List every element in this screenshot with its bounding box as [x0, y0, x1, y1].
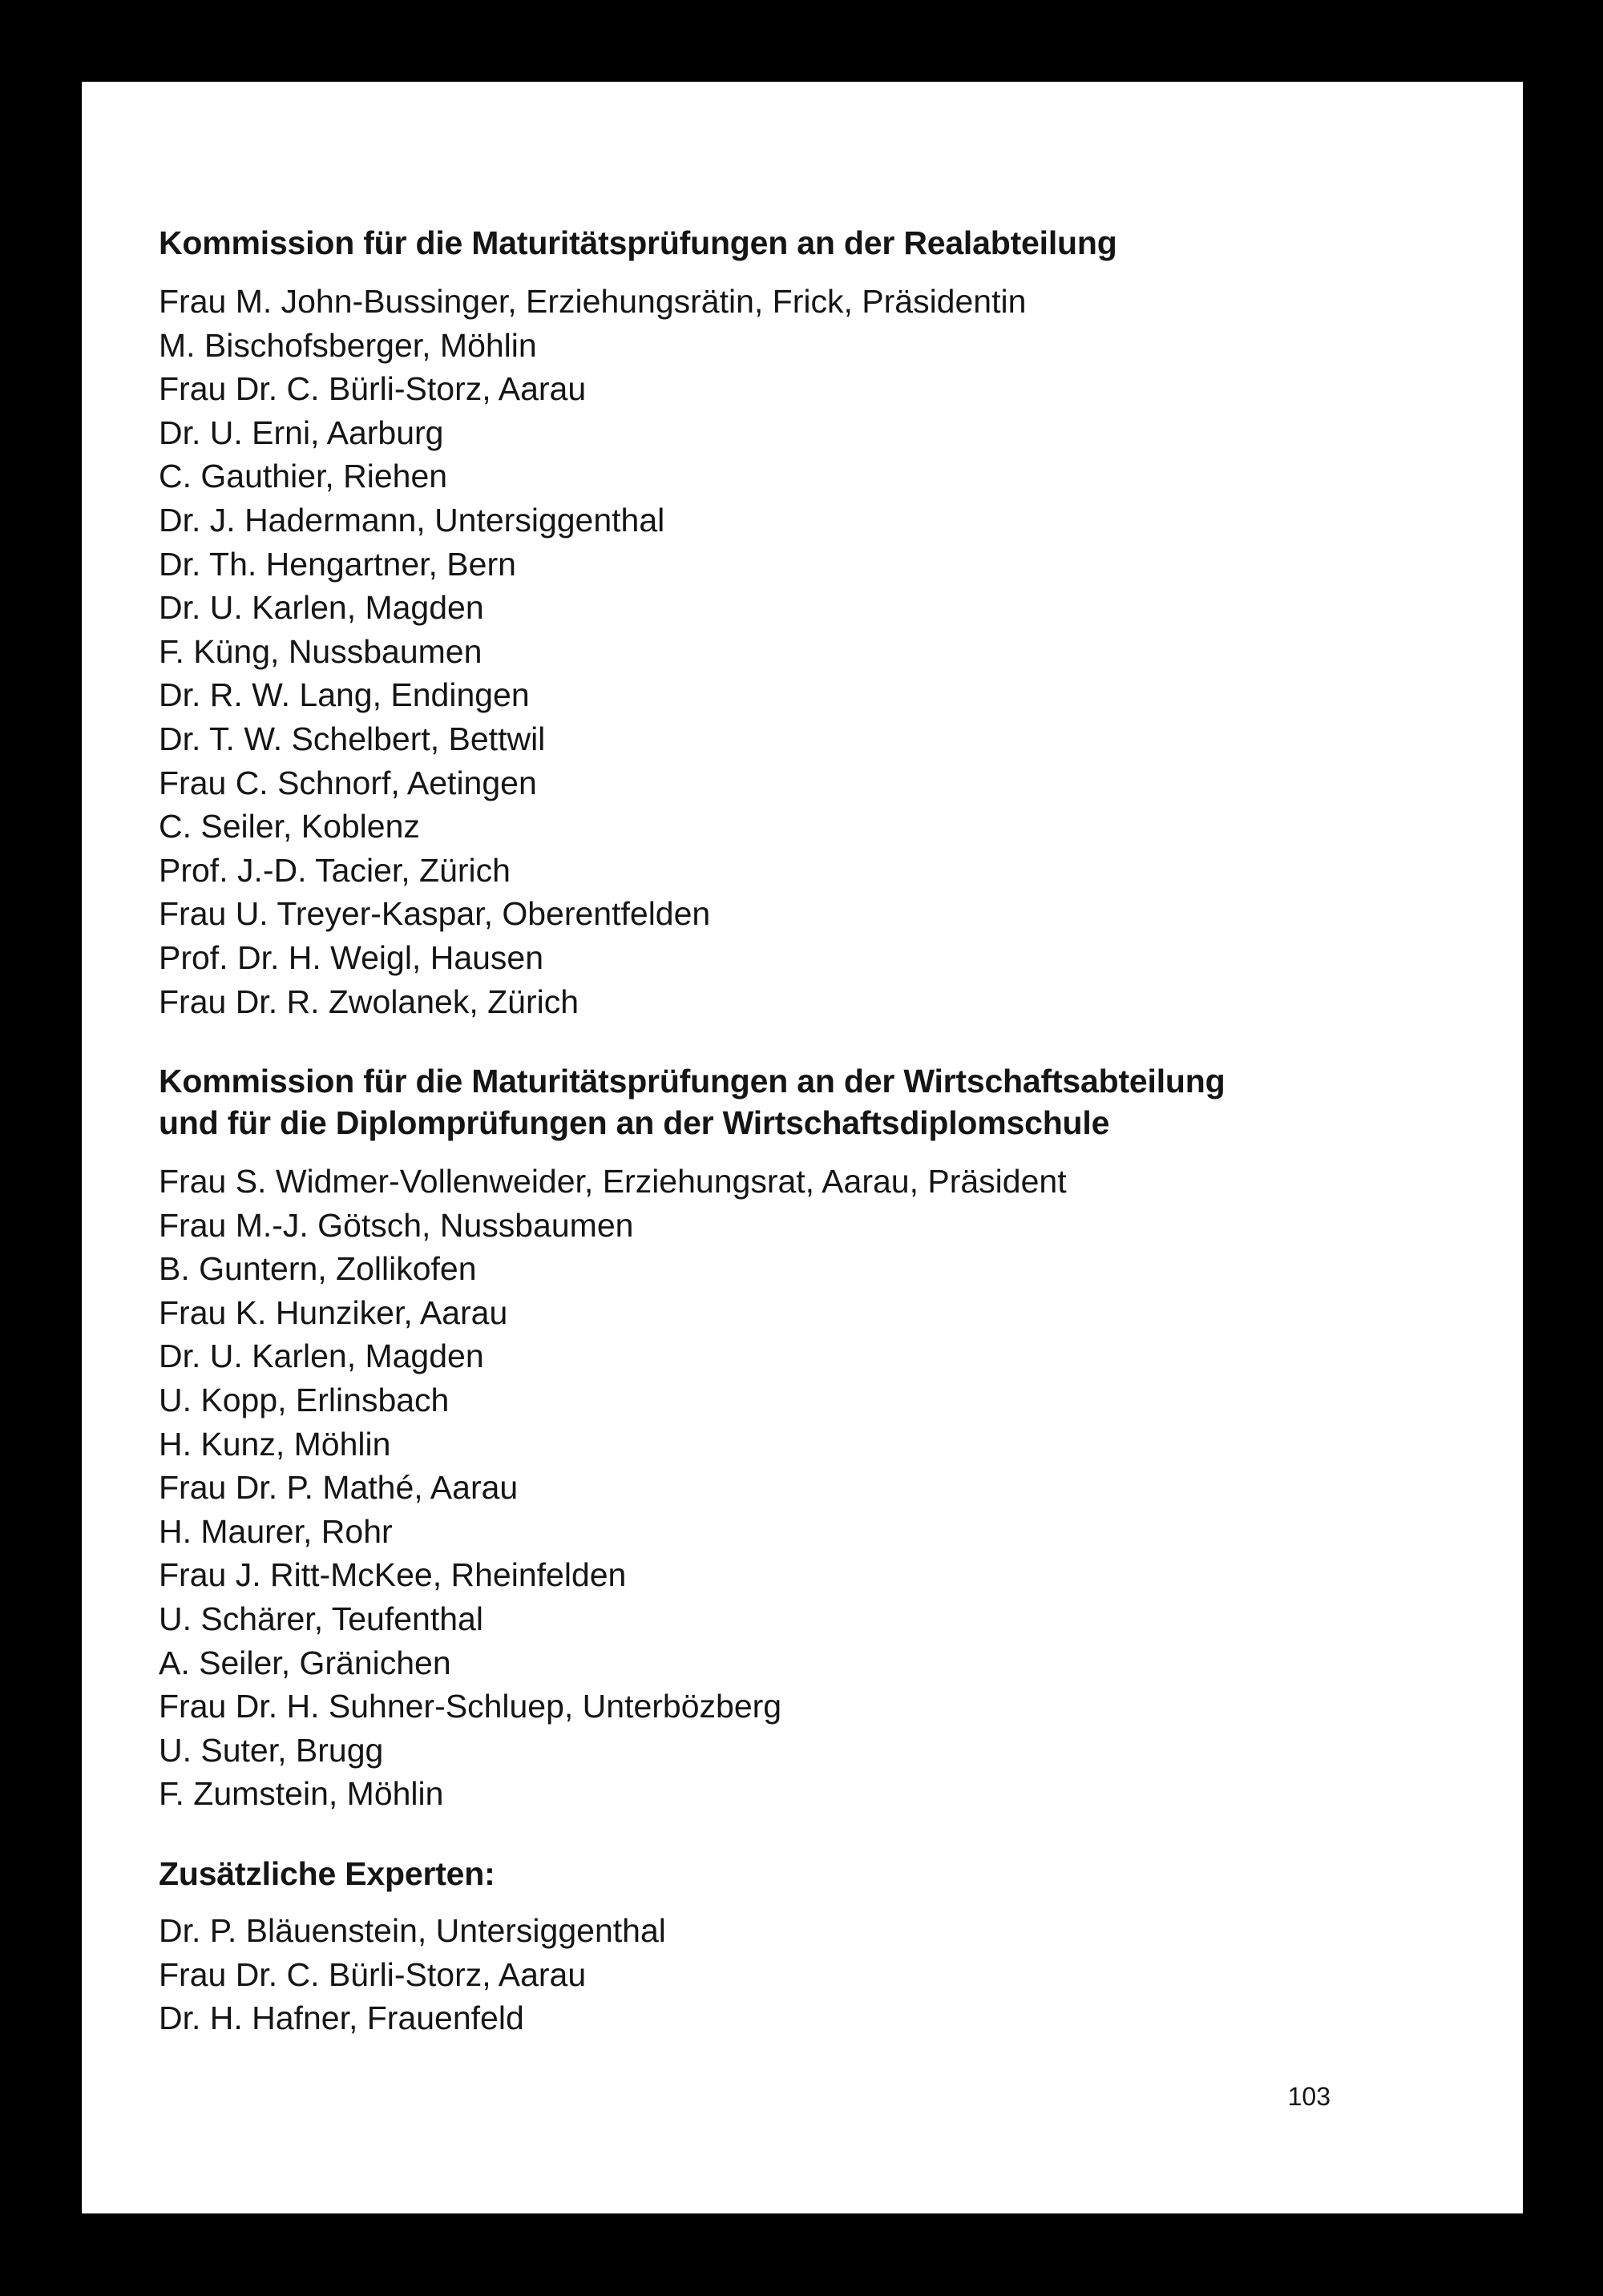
list-item: C. Seiler, Koblenz — [159, 808, 420, 845]
list-item: Dr. J. Hadermann, Untersiggenthal — [159, 501, 665, 539]
list-item: B. Guntern, Zollikofen — [159, 1250, 477, 1288]
section-title-line: Kommission für die Maturitätsprüfungen an der Realabteilung — [159, 224, 1117, 261]
list-item: M. Bischofsberger, Möhlin — [159, 326, 537, 364]
list-item: Frau Dr. C. Bürli-Storz, Aarau — [159, 370, 587, 408]
list-item: Prof. Dr. H. Weigl, Hausen — [159, 938, 544, 976]
list-item: Dr. U. Karlen, Magden — [159, 589, 484, 627]
list-item: Frau J. Ritt-McKee, Rheinfelden — [159, 1556, 627, 1594]
page-number: 103 — [1287, 2082, 1330, 2111]
list-item: Frau Dr. H. Suhner-Schluep, Unterbözberg — [159, 1688, 782, 1725]
list-item: Frau Dr. R. Zwolanek, Zürich — [159, 983, 579, 1020]
list-item: Dr. U. Karlen, Magden — [159, 1338, 484, 1375]
section-title-line: Zusätzliche Experten: — [159, 1855, 495, 1892]
member-list — [159, 1160, 1457, 1816]
list-item: Dr. Th. Hengartner, Bern — [159, 545, 516, 583]
list-item: Frau C. Schnorf, Aetingen — [159, 764, 537, 801]
section-title — [159, 1853, 1457, 1895]
section-title — [159, 1060, 1457, 1144]
list-item: Frau K. Hunziker, Aarau — [159, 1293, 508, 1331]
document-page — [82, 82, 1523, 2213]
list-item: A. Seiler, Gränichen — [159, 1644, 451, 1681]
list-item: Frau S. Widmer-Vollenweider, Erziehungsrat, Aarau, Präsident — [159, 1163, 1067, 1200]
list-item: Frau U. Treyer-Kaspar, Oberentfelden — [159, 895, 711, 933]
list-item: Dr. U. Erni, Aarburg — [159, 414, 444, 451]
section-zusaetzliche-experten — [159, 1853, 1457, 2040]
list-item: Frau Dr. C. Bürli-Storz, Aarau — [159, 1955, 587, 1993]
section-title — [159, 222, 1457, 264]
list-item: Dr. R. W. Lang, Endingen — [159, 676, 530, 714]
list-item: H. Kunz, Möhlin — [159, 1425, 391, 1463]
list-item: Dr. P. Bläuenstein, Untersiggenthal — [159, 1912, 666, 1949]
list-item: Frau Dr. P. Mathé, Aarau — [159, 1469, 519, 1507]
list-item: F. Küng, Nussbaumen — [159, 632, 483, 670]
list-item: U. Schärer, Teufenthal — [159, 1600, 483, 1638]
page-content — [159, 222, 1457, 2077]
member-list — [159, 1909, 1457, 2040]
section-realabteilung — [159, 222, 1457, 1023]
list-item: C. Gauthier, Riehen — [159, 458, 448, 495]
list-item: H. Maurer, Rohr — [159, 1512, 393, 1550]
list-item: Dr. H. Hafner, Frauenfeld — [159, 1999, 524, 2037]
list-item: F. Zumstein, Möhlin — [159, 1775, 444, 1813]
list-item: Prof. J.-D. Tacier, Zürich — [159, 851, 511, 889]
list-item: Frau M.-J. Götsch, Nussbaumen — [159, 1206, 634, 1244]
list-item: U. Kopp, Erlinsbach — [159, 1382, 450, 1419]
section-title-line: und für die Diplomprüfungen an der Wirtschaftsdiplomschule — [159, 1104, 1110, 1142]
member-list — [159, 280, 1457, 1023]
section-wirtschaftsabteilung — [159, 1060, 1457, 1816]
list-item: U. Suter, Brugg — [159, 1731, 384, 1769]
list-item: Dr. T. W. Schelbert, Bettwil — [159, 720, 546, 757]
section-title-line: Kommission für die Maturitätsprüfungen an der Wirtschaftsabteilung — [159, 1063, 1225, 1100]
list-item: Frau M. John-Bussinger, Erziehungsrätin, Frick, Präsidentin — [159, 283, 1027, 320]
